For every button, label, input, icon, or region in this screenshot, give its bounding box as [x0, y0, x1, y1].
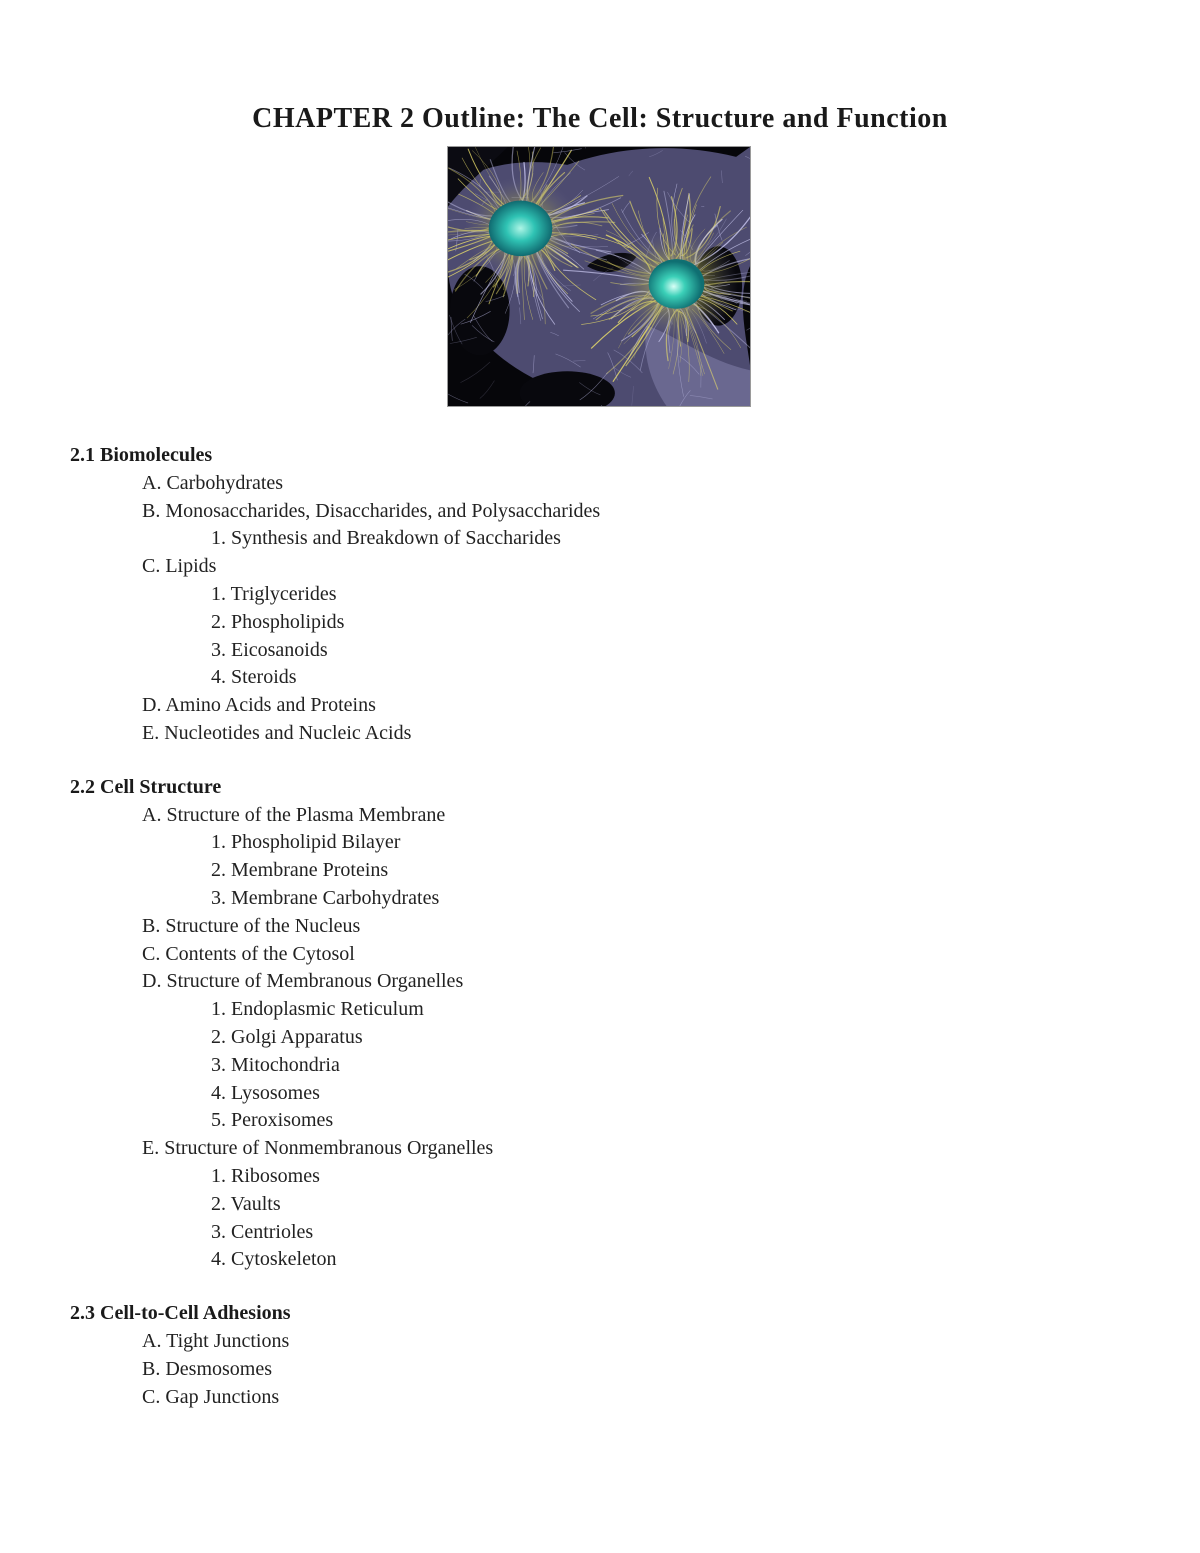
- outline-topic: B. Monosaccharides, Disaccharides, and Polysaccharides: [142, 499, 601, 522]
- outline-subtopic: 2. Phospholipids: [211, 610, 345, 633]
- outline-topic: B. Structure of the Nucleus: [142, 914, 361, 937]
- outline-topic: E. Structure of Nonmembranous Organelles: [142, 1137, 494, 1160]
- outline-subtopic: 1. Ribosomes: [211, 1164, 320, 1187]
- cell-micrograph-image: [447, 146, 751, 407]
- outline-subtopic: 2. Membrane Proteins: [211, 859, 389, 882]
- outline-subtopic: 4. Cytoskeleton: [211, 1248, 337, 1271]
- outline-subtopic: 3. Centrioles: [211, 1220, 314, 1243]
- section-heading: 2.3 Cell-to-Cell Adhesions: [70, 1302, 291, 1325]
- outline-subtopic: 5. Peroxisomes: [211, 1109, 334, 1132]
- outline-subtopic: 2. Vaults: [211, 1192, 281, 1215]
- outline-topic: C. Lipids: [142, 555, 217, 578]
- outline-subtopic: 3. Eicosanoids: [211, 638, 328, 661]
- outline-subtopic: 3. Mitochondria: [211, 1053, 340, 1076]
- outline-section: [70, 774, 1130, 1274]
- outline-subtopic: 4. Lysosomes: [211, 1081, 320, 1104]
- fluorescence-micrograph-of-cells: [448, 147, 750, 406]
- outline-section: [70, 1300, 1130, 1411]
- outline-subtopic: 1. Phospholipid Bilayer: [211, 831, 401, 854]
- outline-subtopic: 1. Synthesis and Breakdown of Saccharides: [211, 527, 561, 550]
- outline-subtopic: 4. Steroids: [211, 666, 297, 689]
- outline-topic: E. Nucleotides and Nucleic Acids: [142, 721, 412, 744]
- outline-topic: D. Structure of Membranous Organelles: [142, 970, 464, 993]
- outline-subtopic: 1. Triglycerides: [211, 582, 337, 605]
- page-title: CHAPTER 2 Outline: The Cell: Structure and Function: [252, 103, 948, 134]
- outline-topic: A. Tight Junctions: [142, 1329, 290, 1352]
- section-heading: 2.1 Biomolecules: [70, 444, 213, 466]
- outline-subtopic: 1. Endoplasmic Reticulum: [211, 998, 424, 1021]
- outline-topic: A. Structure of the Plasma Membrane: [142, 803, 446, 826]
- outline-subtopic: 3. Membrane Carbohydrates: [211, 886, 440, 909]
- outline-topic: A. Carbohydrates: [142, 471, 284, 494]
- outline-topic: B. Desmosomes: [142, 1357, 272, 1380]
- outline-subtopic: 2. Golgi Apparatus: [211, 1025, 363, 1048]
- outline-section: [70, 442, 1130, 748]
- section-heading: 2.2 Cell Structure: [70, 775, 222, 798]
- outline-topic: C. Contents of the Cytosol: [142, 942, 355, 965]
- outline: [70, 442, 1130, 1437]
- outline-topic: C. Gap Junctions: [142, 1385, 280, 1408]
- outline-topic: D. Amino Acids and Proteins: [142, 694, 376, 717]
